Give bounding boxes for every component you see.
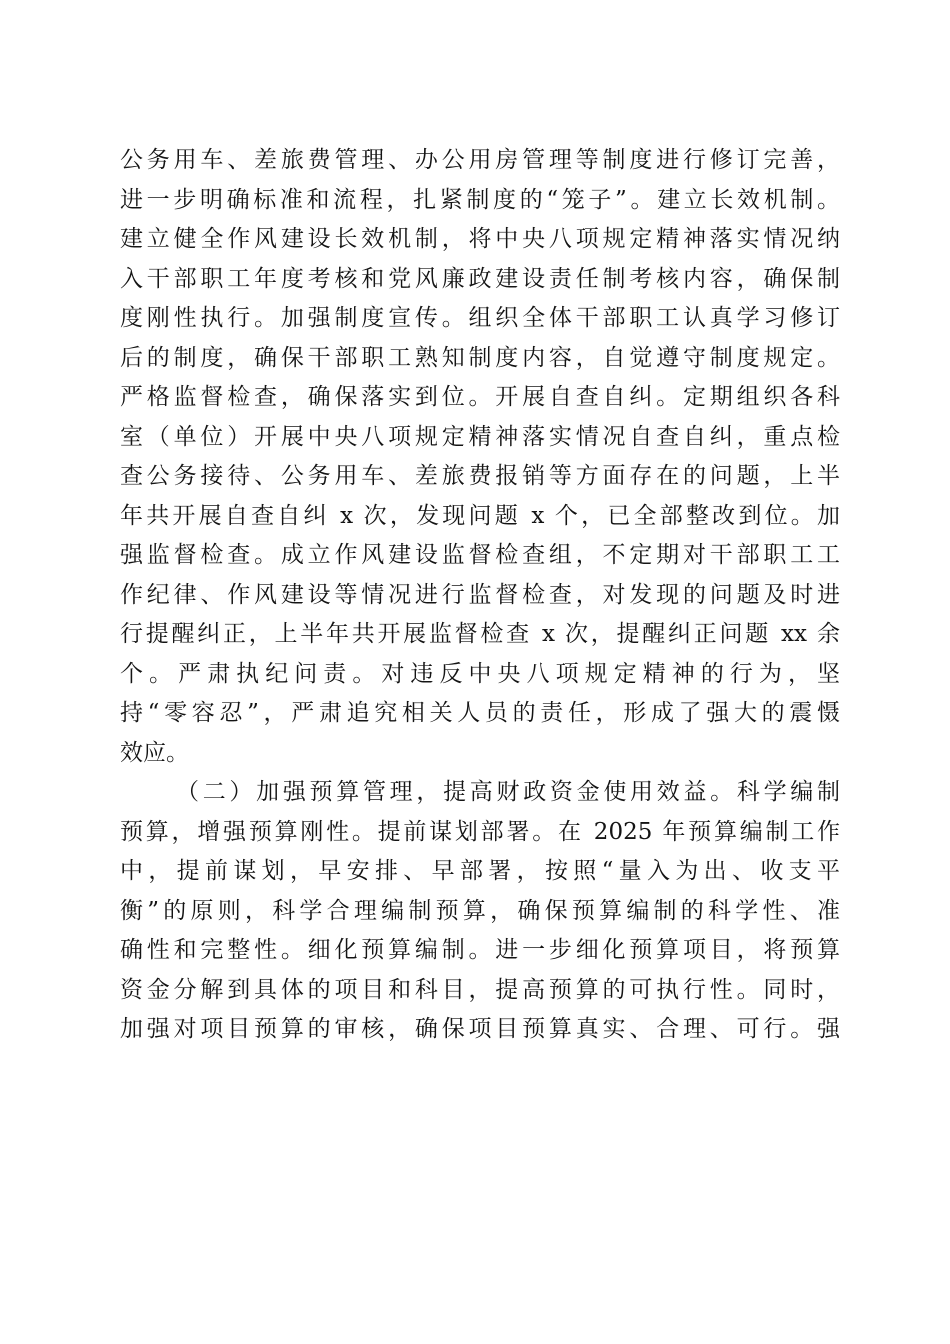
text-line: 后的制度，确保干部职工熟知制度内容，自觉遵守制度规定。	[120, 344, 840, 371]
text-line: 室（单位）开展中央八项规定精神落实情况自查自纠，重点检	[120, 423, 840, 450]
text-line: 效应。	[120, 739, 189, 766]
document-body	[120, 141, 840, 1050]
text-line: 入干部职工年度考核和党风廉政建设责任制考核内容，确保制	[120, 265, 840, 292]
text-line: 查公务接待、公务用车、差旅费报销等方面存在的问题，上半	[120, 463, 840, 489]
text-line: 建立健全作风建设长效机制，将中央八项规定精神落实情况纳	[120, 226, 840, 252]
text-line: 加强对项目预算的审核，确保项目预算真实、合理、可行。强	[120, 1016, 840, 1042]
text-line: 中，提前谋划，早安排、早部署，按照“量入为出、收支平	[120, 858, 840, 884]
text-line: 公务用车、差旅费管理、办公用房管理等制度进行修订完善，	[120, 147, 840, 173]
text-line: 预算，增强预算刚性。提前谋划部署。在 2025 年预算编制工作	[120, 818, 840, 845]
text-line: 衡”的原则，科学合理编制预算，确保预算编制的科学性、准	[120, 897, 840, 924]
section-heading-line: （二）加强预算管理，提高财政资金使用效益。科学编制	[176, 779, 840, 805]
text-line: 进一步明确标准和流程，扎紧制度的“笼子”。建立长效机制。	[120, 186, 840, 213]
text-line: 年共开展自查自纠 x 次，发现问题 x 个，已全部整改到位。加	[120, 502, 840, 529]
text-line: 强监督检查。成立作风建设监督检查组，不定期对干部职工工	[120, 542, 840, 568]
text-line: 度刚性执行。加强制度宣传。组织全体干部职工认真学习修订	[120, 305, 840, 331]
text-line: 确性和完整性。细化预算编制。进一步细化预算项目，将预算	[120, 937, 840, 963]
text-line: 个。严肃执纪问责。对违反中央八项规定精神的行为，坚	[120, 660, 840, 687]
text-line: 资金分解到具体的项目和科目，提高预算的可执行性。同时，	[120, 976, 840, 1003]
text-line: 持“零容忍”，严肃追究相关人员的责任，形成了强大的震慑	[120, 700, 840, 726]
text-line: 严格监督检查，确保落实到位。开展自查自纠。定期组织各科	[120, 384, 840, 410]
text-line: 行提醒纠正，上半年共开展监督检查 x 次，提醒纠正问题 xx 余	[120, 621, 840, 647]
text-line: 作纪律、作风建设等情况进行监督检查，对发现的问题及时进	[120, 581, 840, 608]
